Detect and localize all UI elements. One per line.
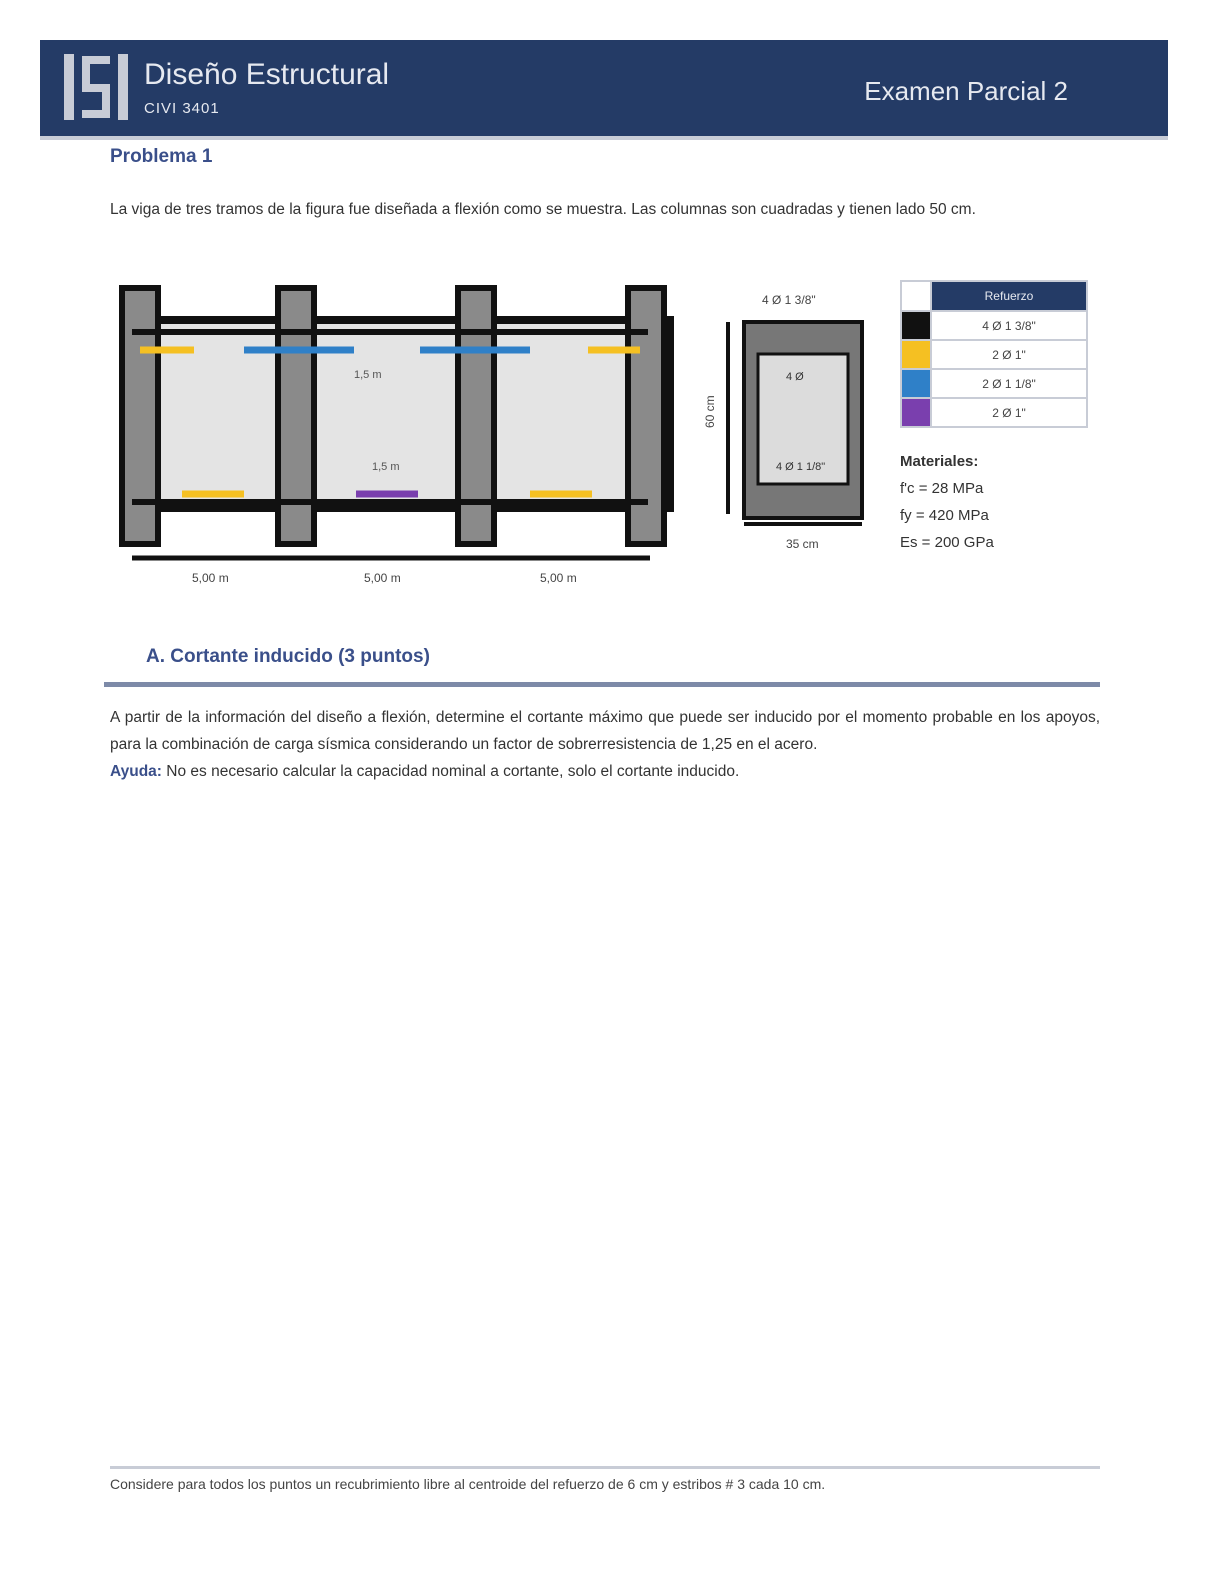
span-label-1: 5,00 m [192,571,229,585]
annotation-top: 1,5 m [354,369,382,381]
span-label-3: 5,00 m [540,571,577,585]
footer-note: Considere para todos los puntos un recubrimiento libre al centroide del refuerzo de 6 cm y estribos # 3 cada 10 cm. [110,1476,826,1492]
page-header [40,40,1168,140]
legend-swatch-yellow [901,340,931,369]
section-width-label: 35 cm [786,537,819,551]
annotation-bottom: 1,5 m [372,461,400,473]
legend-row [901,398,1087,427]
column-1 [122,288,158,544]
span-label-2: 5,00 m [364,571,401,585]
legend-value: 2 Ø 1" [931,398,1087,427]
section-top-label: 4 Ø 1 3/8" [762,293,816,307]
legend-row [901,369,1087,398]
legend-row [901,311,1087,340]
problem-title: Problema 1 [110,146,213,167]
legend-swatch-black [901,311,931,340]
material-data [900,448,994,556]
column-4 [628,288,664,544]
section-divider [104,682,1100,687]
reinforcement-legend [900,280,1088,428]
course-code: CIVI 3401 [144,100,220,117]
footer-divider [110,1466,1100,1469]
legend-value: 2 Ø 1" [931,340,1087,369]
legend-row [901,340,1087,369]
section-height-label: 60 cm [703,395,717,428]
exam-title: Examen Parcial 2 [864,76,1068,106]
material-line: fy = 420 MPa [900,507,989,524]
hint-label: Ayuda: [110,763,162,780]
material-line: f'c = 28 MPa [900,480,984,497]
section-inner-top: 4 Ø [786,371,804,383]
legend-header: Refuerzo [931,281,1087,311]
section-inner-bottom: 4 Ø 1 1/8" [776,461,826,473]
legend-value: 4 Ø 1 3/8" [931,311,1087,340]
column-3 [458,288,494,544]
legend-swatch-blue [901,369,931,398]
problem-statement: La viga de tres tramos de la figura fue diseñada a flexión como se muestra. Las columnas son cuadradas y tienen lado 50 cm. [110,201,976,218]
legend-corner [901,281,931,311]
beam-elevation-drawing [110,278,900,598]
section-a-body [110,704,1100,785]
material-line: Es = 200 GPa [900,534,994,551]
course-title: Diseño Estructural [144,58,390,91]
hint-text: No es necesario calcular la capacidad nominal a cortante, solo el cortante inducido. [161,763,740,780]
material-data-title: Materiales: [900,453,979,470]
column-2 [278,288,314,544]
section-a-text: A partir de la información del diseño a flexión, determine el cortante máximo que puede ser inducido por el momento probable en los apoyos, para la combinación de carga sísmica considerando un factor de sobrerresistencia de 1,25 en el acero. [110,709,1100,753]
legend-value: 2 Ø 1 1/8" [931,369,1087,398]
legend-swatch-purple [901,398,931,427]
section-a-title: A. Cortante inducido (3 puntos) [146,646,430,667]
university-logo [60,48,132,126]
beam-figure [110,278,1100,598]
